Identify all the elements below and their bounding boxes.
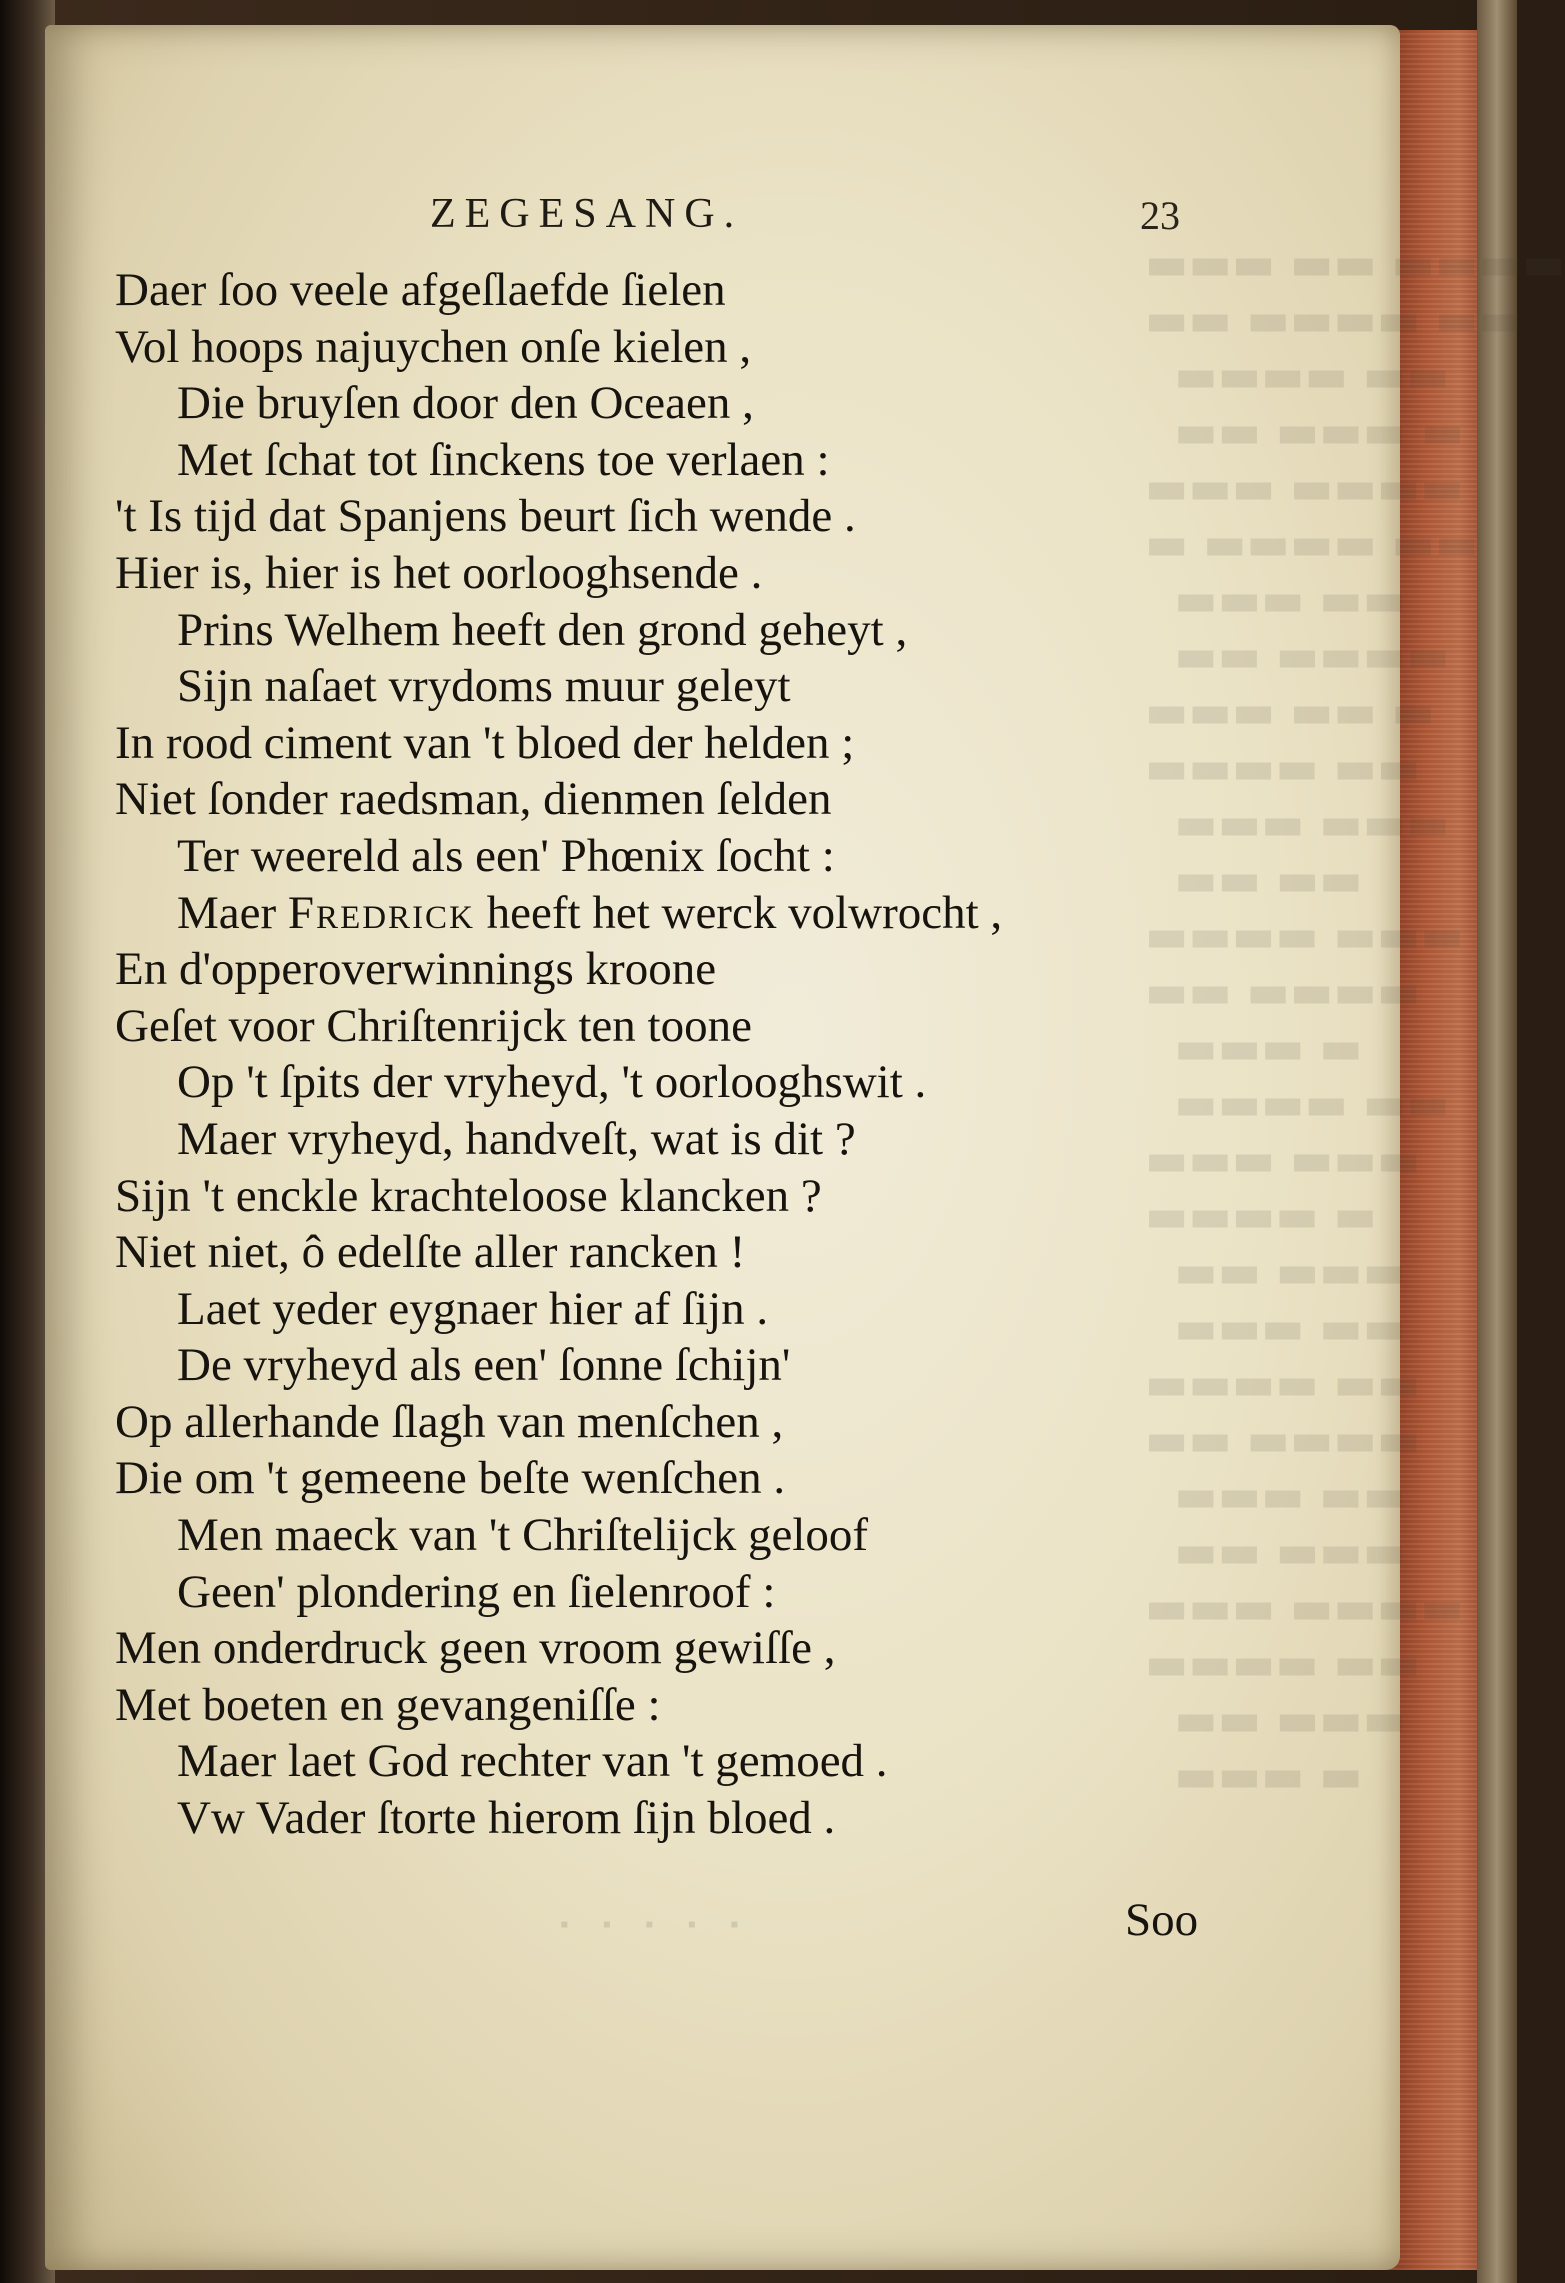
poem-line: En d'opperoverwinnings kroone bbox=[115, 943, 717, 996]
poem-line: Prins Welhem heeft den grond geheyt , bbox=[177, 603, 908, 656]
poem-line: Niet ſonder raedsman, dienmen ſelden bbox=[115, 773, 832, 826]
poem-line: Sijn naſaet vrydoms muur geleyt bbox=[177, 660, 791, 713]
poem-line: De vryheyd als een' ſonne ſchijn' bbox=[177, 1339, 791, 1392]
poem-line: Met ſchat tot ſinckens toe verlaen : bbox=[177, 433, 830, 486]
poem-line: Vol hoops najuychen onſe kielen , bbox=[115, 320, 752, 373]
poem-line: Op 't ſpits der vryheyd, 't oorlooghswit . bbox=[177, 1056, 927, 1109]
poem-line: Maer laet God rechter van 't gemoed . bbox=[177, 1735, 888, 1788]
poem-line: Men maeck van 't Chriſtelijck geloof bbox=[177, 1509, 869, 1562]
poem-line: In rood ciment van 't bloed der helden ; bbox=[115, 716, 855, 769]
poem-line: Die om 't gemeene beſte wenſchen . bbox=[115, 1452, 786, 1505]
page-number: 23 bbox=[1140, 193, 1180, 238]
running-title: ZEGESANG. bbox=[430, 191, 744, 237]
poem-line: Men onderdruck geen vroom gewiſſe , bbox=[115, 1622, 836, 1675]
poem-line: Geen' plondering en ſielenroof : bbox=[177, 1565, 776, 1618]
poem-line-name: Fredrick bbox=[287, 886, 475, 939]
poem-line: Met boeten en gevangeniſſe : bbox=[115, 1678, 661, 1731]
poem-line: Laet yeder eygnaer hier af ſijn . bbox=[177, 1282, 769, 1335]
poem-line bbox=[115, 885, 1215, 942]
poem-line: 't Is tijd dat Spanjens beurt ſich wende . bbox=[115, 490, 856, 543]
poem-text bbox=[115, 262, 1215, 1847]
poem-line: Die bruyſen door den Oceaen , bbox=[177, 377, 754, 430]
poem-line: Geſet voor Chriſtenrijck ten toone bbox=[115, 999, 752, 1052]
poem-line: Sijn 't enckle krachteloose klancken ? bbox=[115, 1169, 822, 1222]
poem-line: Ter weereld als een' Phœnix ſocht : bbox=[177, 829, 835, 882]
catchword: Soo bbox=[1125, 1894, 1199, 1946]
bleed-through-texture: ▬▬▬ ▬▬ ▬▬▬▬ ▬▬ ▬▬▬▬ ▬▬ ▬▬▬▬ ▬▬ ▬▬ ▬▬▬ ▬ ▬▬▬ ▬▬▬▬ ▬ ▬▬▬▬ ▬▬ ▬▬▬ ▬▬ ▬▬ ▬▬▬▬ ▬▬▬ ▬▬ ▬ ▬▬▬▬ ▬▬ ▬▬▬ ▬▬▬ ▬▬ ▬▬ ▬▬▬▬ ▬▬▬ ▬▬ ▬▬▬▬ ▬▬▬ ▬ ▬▬▬▬ ▬▬ ▬▬▬ ▬▬▬ ▬▬▬▬ ▬ ▬▬ ▬▬▬ ▬▬▬ ▬▬ ▬▬▬▬ ▬▬ ▬▬ ▬▬▬▬ ▬▬▬ ▬▬ ▬▬ ▬▬▬ ▬▬▬ ▬▬▬▬ ▬▬▬▬ ▬▬ ▬▬ ▬▬▬ ▬▬▬ ▬ bbox=[1145, 236, 1565, 1802]
bleed-through-mark: ▪ ▪ ▪ ▪ ▪ bbox=[560, 1912, 753, 1938]
poem-line: Niet niet, ô edelſte aller rancken ! bbox=[115, 1226, 746, 1279]
poem-line: Maer vryheyd, handveſt, wat is dit ? bbox=[177, 1112, 856, 1165]
poem-line: Op allerhande ſlagh van menſchen , bbox=[115, 1395, 784, 1448]
poem-line: Vw Vader ſtorte hierom ſijn bloed . bbox=[177, 1792, 836, 1845]
poem-line-text: heeft het werck volwrocht , bbox=[474, 886, 1003, 939]
poem-line-text: Maer bbox=[177, 886, 288, 939]
poem-line: Daer ſoo veele afgeſlaefde ſielen bbox=[115, 264, 726, 316]
poem-line: Hier is, hier is het oorlooghsende . bbox=[115, 546, 763, 599]
